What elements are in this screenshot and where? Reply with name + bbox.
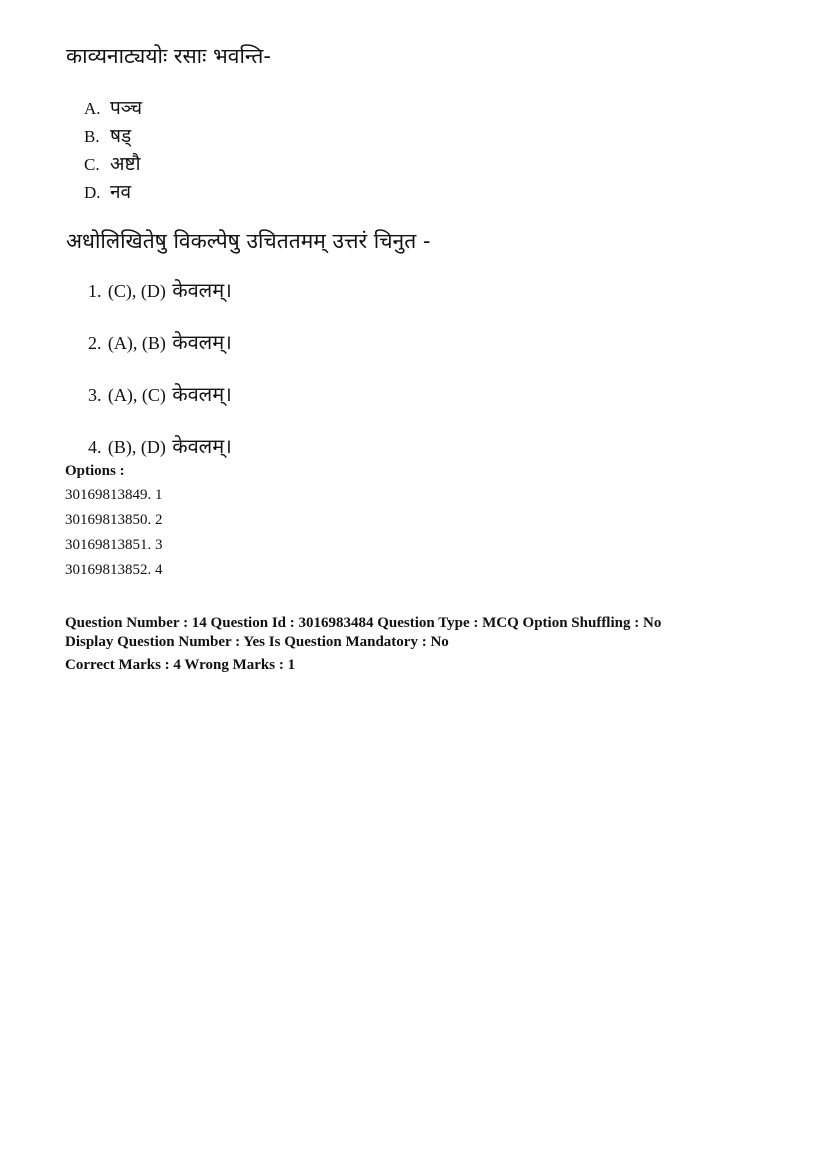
choice-letters: (C), (D) xyxy=(107,281,166,301)
choice-1 xyxy=(88,276,232,303)
option-id-3: 30169813851. 3 xyxy=(65,537,163,553)
statement-letter: A. xyxy=(84,99,101,118)
choice-2 xyxy=(88,328,232,355)
option-id-4: 30169813852. 4 xyxy=(65,562,163,578)
question-meta-line2: Display Question Number : Yes Is Question Mandatory : No xyxy=(65,634,449,650)
choice-number: 4. xyxy=(88,437,102,457)
instruction-text: अधोलिखितेषु विकल्पेषु उचिततमम् उत्तरं चिनुत - xyxy=(66,229,431,253)
statement-text: अष्टौ xyxy=(110,153,141,175)
choice-suffix: केवलम्। xyxy=(172,278,232,302)
question-meta-line3: Correct Marks : 4 Wrong Marks : 1 xyxy=(65,657,296,673)
statement-b xyxy=(84,122,131,148)
choice-3 xyxy=(88,380,232,407)
option-id-1: 30169813849. 1 xyxy=(65,487,163,503)
option-id-2: 30169813850. 2 xyxy=(65,512,163,528)
question-text: काव्यनाट्ययोः रसाः भवन्ति- xyxy=(66,44,271,68)
statement-text: षड् xyxy=(110,125,132,147)
question-meta-line1: Question Number : 14 Question Id : 3016983484 Question Type : MCQ Option Shuffling : No xyxy=(65,615,662,631)
choice-letters: (B), (D) xyxy=(107,437,166,457)
choice-letters: (A), (B) xyxy=(107,333,166,353)
statement-letter: B. xyxy=(84,127,100,146)
options-heading: Options : xyxy=(65,463,125,479)
statement-a xyxy=(84,94,142,120)
choice-number: 1. xyxy=(88,281,102,301)
statement-c xyxy=(84,150,141,176)
choice-suffix: केवलम्। xyxy=(172,382,232,406)
statement-letter: C. xyxy=(84,155,100,174)
choice-number: 3. xyxy=(88,385,102,405)
statement-text: पञ्च xyxy=(110,97,143,119)
statement-d xyxy=(84,178,131,204)
choice-4 xyxy=(88,432,232,459)
choice-suffix: केवलम्। xyxy=(172,330,232,354)
statement-letter: D. xyxy=(84,183,101,202)
choice-number: 2. xyxy=(88,333,102,353)
statement-text: नव xyxy=(110,181,132,203)
choice-suffix: केवलम्। xyxy=(172,434,232,458)
choice-letters: (A), (C) xyxy=(107,385,166,405)
